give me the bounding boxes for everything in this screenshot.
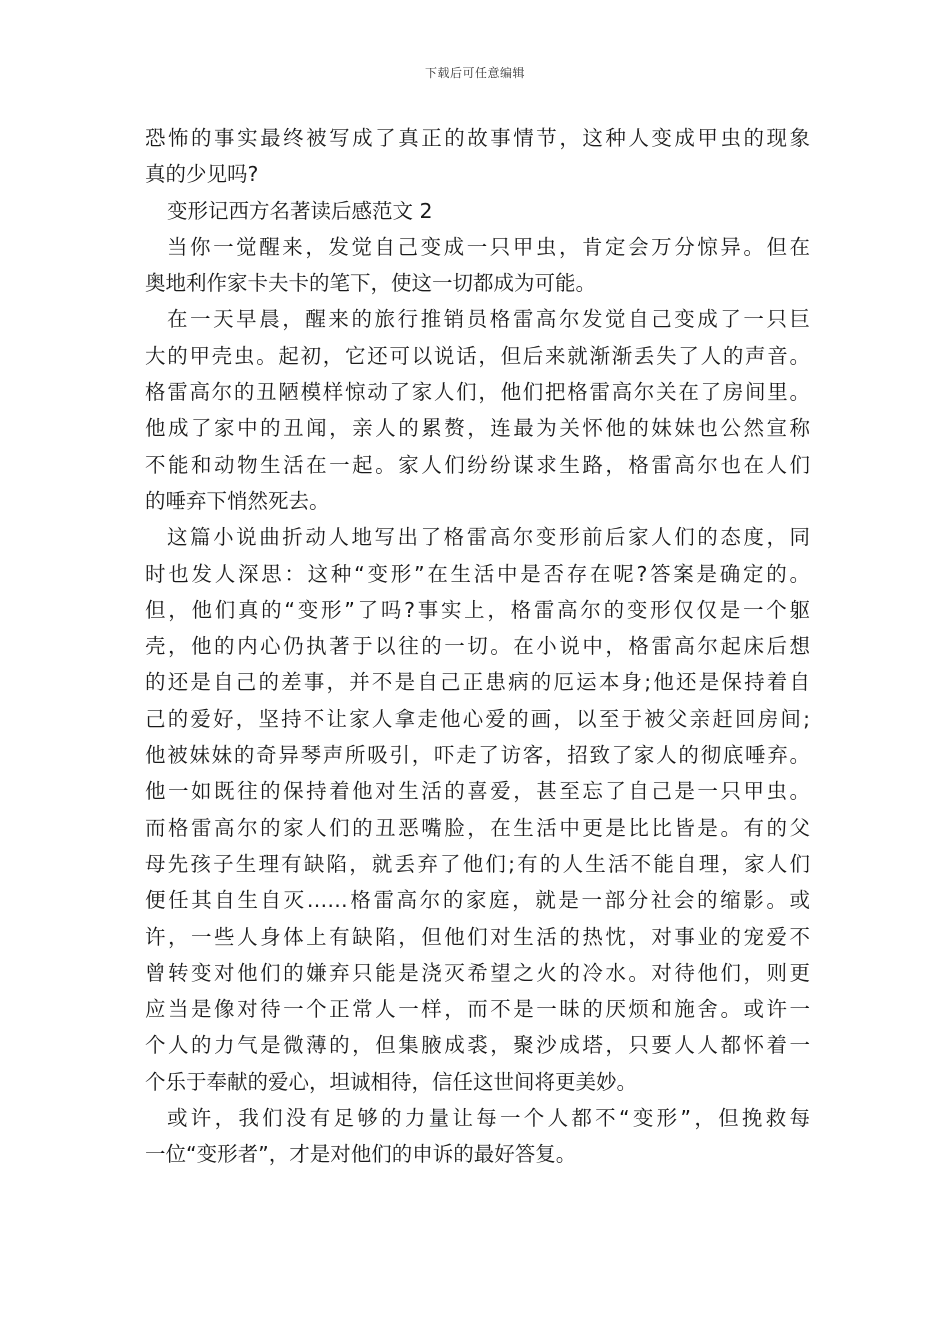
text-line: 这篇小说曲折动人地写出了格雷高尔变形前后家人们的态度，同: [167, 525, 810, 550]
paragraph: [145, 301, 810, 519]
text-line: 便任其自生自灭……格雷高尔的家庭，就是一部分社会的缩影。或: [145, 888, 810, 913]
text-line: 当你一觉醒来，发觉自己变成一只甲虫，肯定会万分惊异。但在: [167, 234, 810, 259]
text-line: 他一如既往的保持着他对生活的喜爱，甚至忘了自己是一只甲虫。: [145, 779, 810, 804]
text-line: 时也发人深思：这种“变形”在生活中是否存在呢?答案是确定的。: [145, 561, 810, 586]
text-line: 己的爱好，坚持不让家人拿走他心爱的画，以至于被父亲赶回房间;: [145, 706, 810, 731]
text-line: 大的甲壳虫。起初，它还可以说话，但后来就渐渐丢失了人的声音。: [145, 343, 810, 368]
text-line: 的唾弃下悄然死去。: [145, 488, 330, 513]
text-line: 格雷高尔的丑陋模样惊动了家人们，他们把格雷高尔关在了房间里。: [145, 380, 810, 405]
text-line: 壳，他的内心仍执著于以往的一切。在小说中，格雷高尔起床后想: [145, 634, 810, 659]
text-line: 而格雷高尔的家人们的丑恶嘴脸，在生活中更是比比皆是。有的父: [145, 815, 810, 840]
paragraph: [145, 193, 810, 229]
text-line: 母先孩子生理有缺陷，就丢弃了他们;有的人生活不能自理，家人们: [145, 851, 810, 876]
text-line: 真的少见吗?: [145, 162, 259, 187]
paragraph: [145, 519, 810, 1100]
text-line: 他成了家中的丑闻，亲人的累赘，连最为关怀他的妹妹也公然宣称: [145, 416, 810, 441]
text-line: 他被妹妹的奇异琴声所吸引，吓走了访客，招致了家人的彻底唾弃。: [145, 743, 810, 768]
text-line: 曾转变对他们的嫌弃只能是浇灭希望之火的冷水。对待他们，则更: [145, 960, 810, 985]
text-line: 个人的力气是微薄的，但集腋成裘，聚沙成塔，只要人人都怀着一: [145, 1033, 810, 1058]
text-line: 不能和动物生活在一起。家人们纷纷谋求生路，格雷高尔也在人们: [145, 452, 810, 477]
text-line: 或许，我们没有足够的力量让每一个人都不“变形”，但挽救每: [167, 1106, 810, 1131]
text-line: 一位“变形者”，才是对他们的申诉的最好答复。: [145, 1142, 577, 1167]
paragraph: [145, 1100, 810, 1173]
text-line: 应当是像对待一个正常人一样，而不是一昧的厌烦和施舍。或许一: [145, 997, 810, 1022]
text-line: 但，他们真的“变形”了吗?事实上，格雷高尔的变形仅仅是一个躯: [145, 597, 810, 622]
text-line: 的还是自己的差事，并不是自己正患病的厄运本身;他还是保持着自: [145, 670, 810, 695]
text-line: 个乐于奉献的爱心，坦诚相待，信任这世间将更美妙。: [145, 1069, 637, 1094]
text-line: 许，一些人身体上有缺陷，但他们对生活的热忱，对事业的宠爱不: [145, 924, 810, 949]
document-body: [145, 120, 810, 1173]
text-line: 恐怖的事实最终被写成了真正的故事情节，这种人变成甲虫的现象: [145, 126, 810, 150]
text-line: 在一天早晨，醒来的旅行推销员格雷高尔发觉自己变成了一只巨: [167, 307, 810, 332]
text-line: 奥地利作家卡夫卡的笔下，使这一切都成为可能。: [145, 271, 596, 296]
page-header: 下载后可任意编辑: [424, 66, 525, 80]
text-line: 变形记西方名著读后感范文 2: [167, 198, 433, 223]
paragraph: [145, 229, 810, 302]
paragraph: [145, 120, 810, 193]
